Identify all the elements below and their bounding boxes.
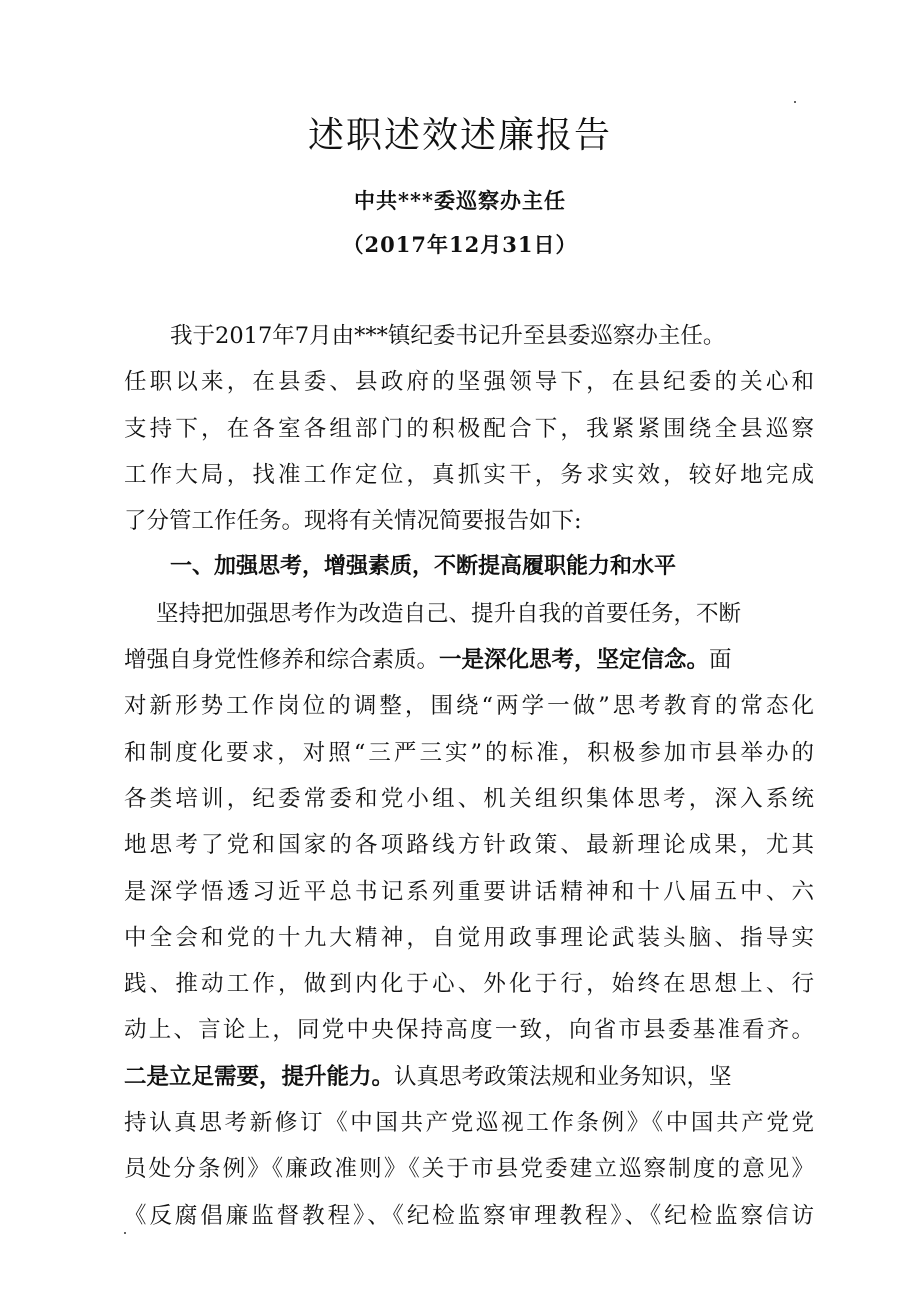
paragraph-line: 任职以来，在县委、县政府的坚强领导下，在县纪委的关心和 <box>124 369 814 396</box>
bold-lead-phrase: 一是深化思考，坚定信念。 <box>439 647 710 674</box>
paragraph-line: 工作大局，找准工作定位，真抓实干，务求实效，较好地完成 <box>124 461 814 488</box>
document-date: （2017年12月31日） <box>342 232 578 257</box>
paragraph-line: 和制度化要求，对照“三严三实”的标准，积极参加市县举办的 <box>124 739 814 766</box>
document-title: 述职述效述廉报告 <box>307 115 612 156</box>
bold-lead-phrase: 二是立足需要，提升能力。 <box>124 1063 395 1090</box>
paragraph-line: 了分管工作任务。现将有关情况简要报告如下: <box>124 508 582 535</box>
paragraph-line: 践、推动工作，做到内化于心、外化于行，始终在思想上、行 <box>124 971 814 998</box>
section-heading: 一、加强思考，增强素质，不断提高履职能力和水平 <box>170 554 677 580</box>
paragraph-line: 是深学悟透习近平总书记系列重要讲话精神和十八届五中、六 <box>124 878 814 905</box>
paragraph-line: 对新形势工作岗位的调整，围绕“两学一做”思考教育的常态化 <box>124 693 814 720</box>
document-body <box>124 313 814 1239</box>
paragraph-text: 增强自身党性修养和综合素质。 <box>124 647 440 674</box>
paragraph-line: 各类培训，纪委常委和党小组、机关组织集体思考，深入系统 <box>124 785 814 812</box>
page-corner-mark <box>794 101 796 103</box>
paragraph-text: 认真思考政策法规和业务知识，坚 <box>394 1063 732 1090</box>
paragraph-line <box>124 1054 814 1100</box>
paragraph-line: 动上、言论上，同党中央保持高度一致，向省市县委基准看齐。 <box>124 1017 814 1044</box>
paragraph-line: 《反腐倡廉监督教程》、《纪检监察审理教程》、《纪检监察信访 <box>124 1202 814 1229</box>
paragraph-line: 中全会和党的十九大精神，自觉用政事理论武装头脑、指导实 <box>124 924 814 951</box>
paragraph-line: 地思考了党和国家的各项路线方针政策、最新理论成果，尤其 <box>124 832 814 859</box>
document-subtitle: 中共***委巡察办主任 <box>354 188 566 213</box>
paragraph-line: 持认真思考新修订《中国共产党巡视工作条例》《中国共产党党 <box>124 1110 814 1137</box>
paragraph-line <box>124 637 814 683</box>
paragraph-line: 我于2017年7月由***镇纪委书记升至县委巡察办主任。 <box>170 323 726 349</box>
paragraph-line: 坚持把加强思考作为改造自己、提升自我的首要任务，不断 <box>156 600 742 627</box>
paragraph-text: 面 <box>709 647 732 674</box>
paragraph-line: 支持下，在各室各组部门的积极配合下，我紧紧围绕全县巡察 <box>124 415 814 442</box>
paragraph-line: 员处分条例》《廉政准则》《关于市县党委建立巡察制度的意见》 <box>124 1156 814 1183</box>
